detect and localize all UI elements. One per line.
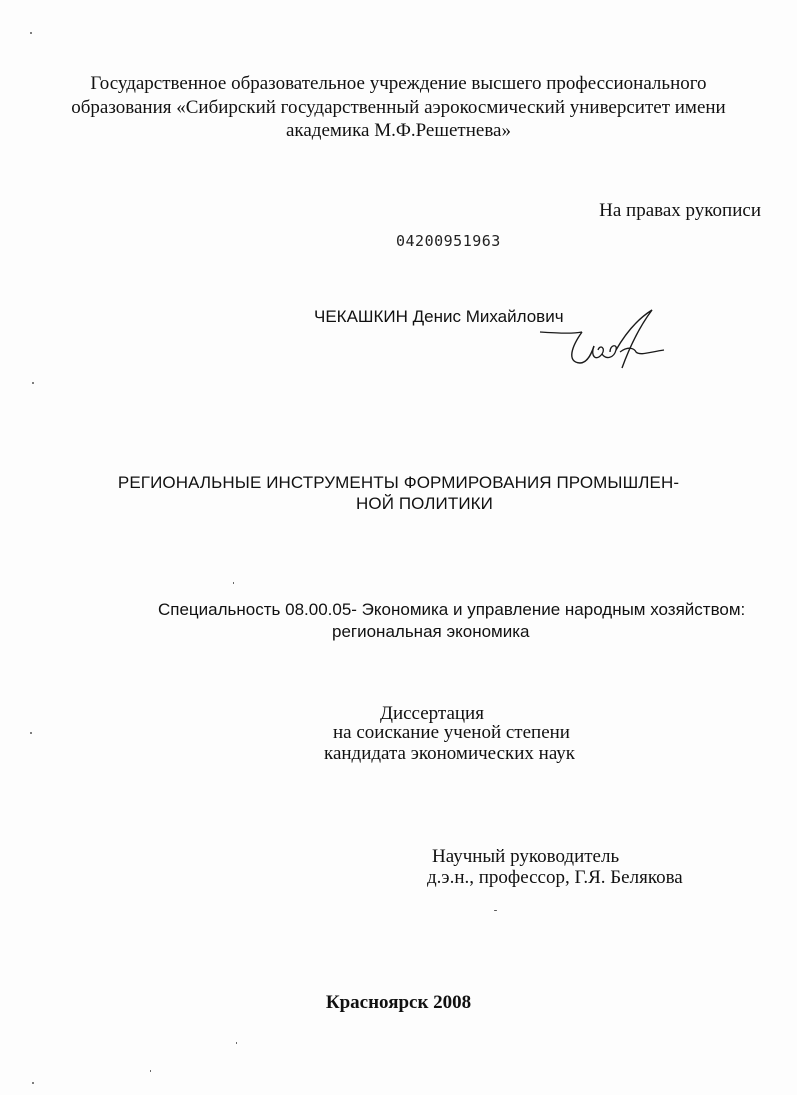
scan-speck <box>236 1042 237 1044</box>
degree-line-3: кандидата экономических наук <box>324 743 576 764</box>
scan-speck <box>30 732 32 734</box>
scan-speck <box>150 1070 151 1072</box>
dissertation-title-line-2: НОЙ ПОЛИТИКИ <box>356 494 493 513</box>
dissertation-title-line-1: РЕГИОНАЛЬНЫЕ ИНСТРУМЕНТЫ ФОРМИРОВАНИЯ ПРОМЫШЛЕН- <box>117 473 680 492</box>
degree-line-2: на соискание ученой степени <box>333 722 570 743</box>
scan-speck <box>32 382 34 384</box>
place-year: Красноярск 2008 <box>325 992 472 1013</box>
supervisor-label: Научный руководитель <box>432 846 620 867</box>
supervisor-name: д.э.н., профессор, Г.Я. Белякова <box>427 867 683 888</box>
specialty-line-1: Специальность 08.00.05- Экономика и управление народным хозяйством: <box>158 600 746 619</box>
institution-line-2: образования «Сибирский государственный аэрокосмический университет имени <box>71 97 726 118</box>
author-name: ЧЕКАШКИН Денис Михайлович <box>314 307 564 326</box>
scan-speck <box>233 582 234 584</box>
manuscript-note: На правах рукописи <box>599 200 761 221</box>
institution-line-3: академика М.Ф.Решетнева» <box>285 120 511 141</box>
scan-speck <box>494 910 497 911</box>
specialty-line-2: региональная экономика <box>332 622 530 641</box>
degree-line-1: Диссертация <box>380 703 484 724</box>
scan-speck <box>32 1082 34 1084</box>
institution-line-1: Государственное образовательное учреждение высшего профессионального <box>90 73 707 94</box>
registration-number: 04200951963 <box>396 232 501 250</box>
signature-image <box>536 306 668 376</box>
scan-speck <box>30 32 32 34</box>
